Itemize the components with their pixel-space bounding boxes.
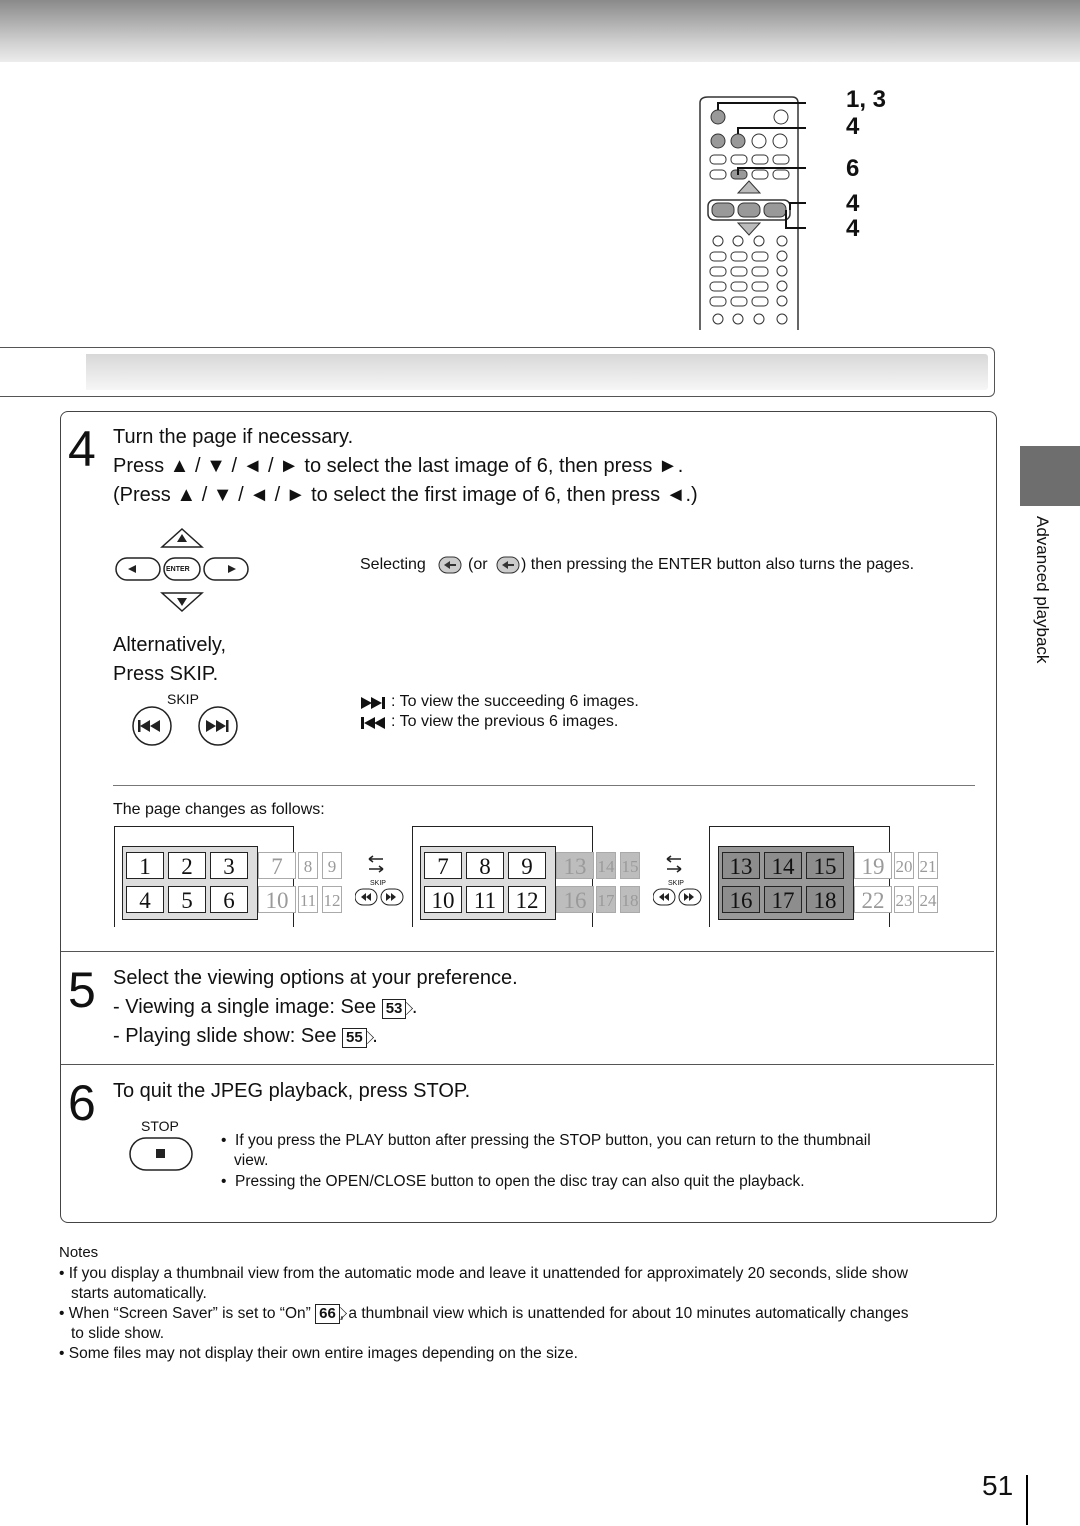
thumbnail-tile: 11 (466, 886, 504, 913)
thumbnail-tile: 7 (424, 852, 462, 879)
callout-1-3: 1, 3 (846, 86, 887, 113)
skip-small-label-1: SKIP (370, 880, 386, 887)
step-6-number: 6 (68, 1075, 96, 1131)
side-tab-label: Advanced playback (1033, 516, 1052, 664)
step-5-number: 5 (68, 962, 96, 1018)
thumbnail-tile-next: 23 (894, 886, 914, 913)
skip-next-icon (360, 696, 388, 710)
page-ref-66[interactable]: 66 (315, 1304, 340, 1324)
callout-6: 6 (846, 155, 860, 182)
page-number: 51 (982, 1470, 1014, 1501)
callout-4a: 4 (846, 113, 860, 140)
note-3: • Some files may not display their own entire images depending on the size. (59, 1345, 578, 1362)
thumbnail-tile-next: 22 (854, 886, 892, 913)
selecting-text-c: ) then pressing the ENTER button also turns the pages. (521, 556, 915, 573)
step-4-line-1: Turn the page if necessary. (113, 426, 354, 448)
skip-prev-text: : To view the previous 6 images. (391, 713, 619, 730)
thumbnail-tile-next: 14 (596, 852, 616, 879)
skip-buttons-illustration (128, 705, 244, 747)
step-5-line-3: - Playing slide show: See 55 . (113, 1025, 378, 1047)
page-number-rule (1026, 1475, 1028, 1525)
step-6-bullet-1: • If you press the PLAY button after pressing the STOP button, you can return to the thumbnail (221, 1132, 871, 1149)
thumbnail-tile-next: 7 (258, 852, 296, 879)
thumbnail-tile: 14 (764, 852, 802, 879)
thumbnail-tile: 10 (424, 886, 462, 913)
thumbnail-tile-next: 16 (556, 886, 594, 913)
thumbnail-tile-next: 20 (894, 852, 914, 879)
callout-4c: 4 (846, 215, 860, 242)
selecting-text-b: (or (468, 556, 488, 573)
step-divider-5 (61, 951, 994, 952)
step-5-line-1: Select the viewing options at your preference. (113, 967, 518, 989)
notes-title: Notes (59, 1244, 99, 1261)
page-ref-53[interactable]: 53 (382, 999, 407, 1019)
enter-button-label: ENTER (166, 566, 190, 573)
note-1: • If you display a thumbnail view from the automatic mode and leave it unattended for approximately 20 seconds, slide show (59, 1265, 908, 1282)
thumbnail-tile: 1 (126, 852, 164, 879)
side-tab (1020, 446, 1080, 506)
step-6-line-1: To quit the JPEG playback, press STOP. (113, 1080, 471, 1102)
step-divider-6 (61, 1064, 994, 1065)
step-4-number: 4 (68, 421, 96, 477)
thumbnail-tile: 17 (764, 886, 802, 913)
selecting-text-a: Selecting (360, 556, 426, 573)
page-ref-55[interactable]: 55 (342, 1028, 367, 1048)
press-skip-text: Press SKIP. (113, 663, 219, 685)
page-changes-text: The page changes as follows: (113, 801, 325, 818)
divider (113, 785, 975, 786)
step-6-bullet-1b: view. (234, 1152, 269, 1169)
thumbnail-tile-next: 24 (918, 886, 938, 913)
thumbnail-tile-next: 12 (322, 886, 342, 913)
thumbnail-tile: 5 (168, 886, 206, 913)
thumbnail-tile-next: 19 (854, 852, 892, 879)
skip-prev-icon (360, 716, 388, 730)
thumbnail-tile-next: 18 (620, 886, 640, 913)
section-header-bar (0, 347, 995, 397)
thumbnail-tile: 15 (806, 852, 844, 879)
step-6-bullet-2: • Pressing the OPEN/CLOSE button to open the disc tray can also quit the playback. (221, 1173, 805, 1190)
left-page-icon (438, 555, 462, 575)
step-5-line-2: - Viewing a single image: See 53 . (113, 996, 418, 1018)
thumbnail-tile-next: 11 (298, 886, 318, 913)
skip-label: SKIP (167, 691, 199, 707)
step-4-line-2: Press ▲ / ▼ / ◄ / ► to select the last image of 6, then press ►. (113, 455, 684, 477)
step-4-line-3: (Press ▲ / ▼ / ◄ / ► to select the first image of 6, then press ◄.) (113, 484, 698, 506)
thumbnail-tile: 13 (722, 852, 760, 879)
thumbnail-tile: 12 (508, 886, 546, 913)
stop-label: STOP (141, 1118, 179, 1134)
alternatively-text: Alternatively, (113, 634, 227, 656)
thumbnail-tile: 9 (508, 852, 546, 879)
right-page-icon (496, 555, 520, 575)
thumbnail-tile-next: 9 (322, 852, 342, 879)
thumbnail-tile: 4 (126, 886, 164, 913)
thumbnail-tile-next: 8 (298, 852, 318, 879)
thumbnail-tile: 2 (168, 852, 206, 879)
remote-control-illustration (696, 95, 806, 330)
note-1b: starts automatically. (71, 1285, 207, 1302)
note-2b: to slide show. (71, 1325, 165, 1342)
skip-small-label-2: SKIP (668, 880, 684, 887)
thumbnail-tile-next: 15 (620, 852, 640, 879)
stop-button-illustration (128, 1136, 194, 1172)
thumbnail-tile: 6 (210, 886, 248, 913)
thumbnail-tile: 8 (466, 852, 504, 879)
note-2: • When “Screen Saver” is set to “On” 66 , a thumbnail view which is unattended for about 10 minutes automatically changes (59, 1305, 909, 1322)
thumbnail-tile: 3 (210, 852, 248, 879)
thumbnail-tile: 18 (806, 886, 844, 913)
thumbnail-tile: 16 (722, 886, 760, 913)
header-band (0, 0, 1080, 62)
skip-next-text: : To view the succeeding 6 images. (391, 693, 639, 710)
thumbnail-tile-next: 21 (918, 852, 938, 879)
thumbnail-tile-next: 10 (258, 886, 296, 913)
thumbnail-tile-next: 13 (556, 852, 594, 879)
callout-4b: 4 (846, 190, 860, 217)
thumbnail-tile-next: 17 (596, 886, 616, 913)
